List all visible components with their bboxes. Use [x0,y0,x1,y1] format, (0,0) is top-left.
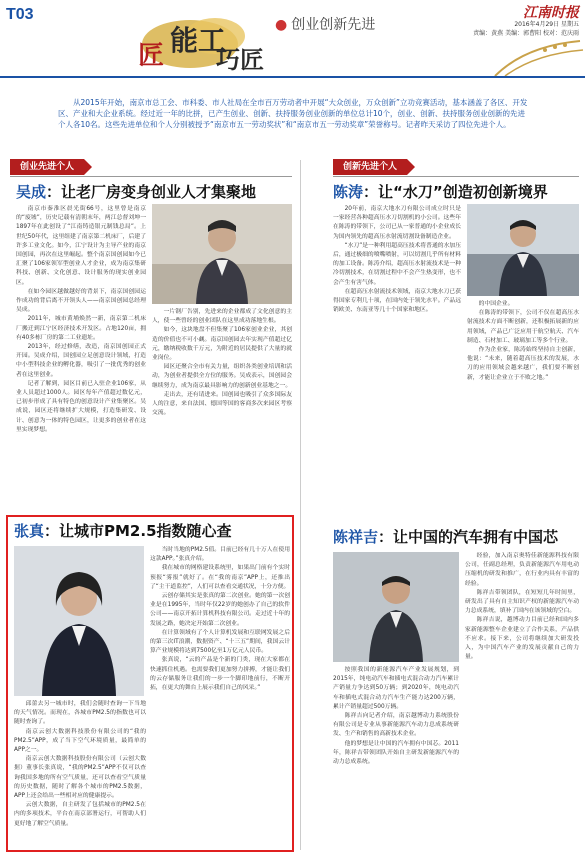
tab-rule-left [10,176,292,177]
page-header [0,0,585,78]
article-body-chen-xiangji-col1: 按照我国的新能源汽车产业发展规划，到2015年，纯电动汽车和插电式混合动力汽车累计产销量力争达到50万辆；到2020年，纯电动汽车和插电式混合动力汽车生产能力达200万辆，累计产销量超过500万辆。 陈祥吉向记者介绍，南京越博动力系统股份有限公司是专业从事新能源汽车动力总成系统研发、生产和销售的高新技术企业。 他的梦想是让中国的汽车拥有中国芯。2011年，陈祥吉带领团队开始自主研发新能源汽车的动力总成系统。 [333,667,459,766]
article-body-zhang-col2: 当时当地的PM2.5值。目前已经有几十万人在使用这款APP。”张真介绍。 我在城市的网格建设系统里，如果出门前有个实时预报“雾报”就好了。在“我的南京”APP上，还推出了“主干道监控”，人们可以查看交通状况，十分方便。 云创存储其实是张真的第二次创业。她的第一次创业是在1995年，当时年仅22岁的她创办了自己的软件公司——南京开拓计算机科技有限公司。走过近十年的发展之路，她决定开始第二次创业。 在计算领域有了个人计算机发展和互联网发展之后的第三次IT浪潮，数据资产、“十三五”期间，我国云计算产业规模将达到7500亿至1万亿元人民币。 张真说，“云的产品是个新的门类，现在大家都在快速抓住机遇。也需要我们更加努力拼搏，才能让我们的云存储服务让我们的一步一个脚印地前行，不断开拓，在更大的舞台上展示我们自己的风采。” [150,547,290,692]
header-rule [0,76,585,78]
newspaper-brand: 江南时报 [523,5,579,21]
article-heading-chen-tao: 陈涛：让“水刀”创造初创新境界 [333,183,548,201]
tab-entrepreneur: 创业先进个人 [10,159,84,175]
header-art-calligraphy [120,6,290,76]
article-body-wu-col1: 南京市秦淮区晨光街66号，这里曾是南京的“废墟”，历史记载有清朝末年，两江总督刘坤一1897年在此创设了“江南铸造银元制钱总局”。上世纪50年代，这里组建了南京第二机床厂，后建了许多工业文化。如今，江宁设计为主导产业的南京国创园，再次在这里崛起。整个南京国创园如今已汇聚了106家领军型创业人才企业，成为南京集研科技、创新、文化创意、设计服务的现实创业园区。 在如今园区越做越好的背景下，南京国创园运作成功的背后离不开领头人——南京国创园总经理吴成。 2011年，城市黄埔焕然一新，南京第二机床厂搬迁到江宁区经济技术开发区。占地120亩，拥有40多栋厂房的第二工业遗址。 2013年，经过修缮，改造，南京国创园正式开园。吴成介绍，国创园立足创意设计领域，打造中小型科技企业的孵化器，吸引了一批优秀的创业者在这里创业。 记者了解到，园区目前已入驻企业106家，从业人员超过1000人。园区每年产值超过数亿元，已初步形成了具有特色的创意设计产业集聚区。吴成说，园区还将继续扩大规模，打造集研发、设计、创意为一体的特色园区，让更多的创业者在这里实现梦想。 [16,206,146,433]
wheat-decoration-icon [485,36,585,76]
article-heading-chen-xiangji: 陈祥吉：让中国的汽车拥有中国芯 [333,528,559,546]
svg-text:巧匠: 巧匠 [216,45,264,74]
photo-wu-cheng [152,204,292,304]
svg-text:匠: 匠 [138,41,165,71]
page-number: T03 [6,6,34,23]
article-body-wu-col2: 一片钢厂告别，先进来的企业都成了文化创意的主人，使一些曾经的创业团队在这里成功落地生根。 如今，这块地盘不但集聚了106家创业企业，其创造的价值也不可小觑。南京国创园去年实现产值超过亿元，缴纳税收数千万元，为附近的居民提供了大量的就业岗位。 园区还聚合全市有关力量，组织各类创业培训和活动，为创业者提供全方位的服务。吴成表示，国创园会继续努力，成为南京最具影响力的创新创业基地之一。 走出去，还有请进来。国创园也吸引了众多国际友人的注意，来自法国、德国等国的客商多次来园区考察交流。 [152,309,292,417]
article-heading-wu: 吴成：让老厂房变身创业人才集聚地 [16,183,257,201]
article-body-chen-tao-col2: 的中国企业。 在陈涛的带领下，公司不仅在超高压水射流技术方面不断创新，还积极拓展新的应用领域，产品已广泛应用于航空航天、汽车制造、石材加工、玻璃加工等多个行业。 作为企业家，陈涛始终坚持自主创新，他说：“未来，随着超高压技术的发展，水刀的应用领域会越来越广，我们要不断创新，才能让企业立于不败之地。” [467,301,579,381]
tab-innovator: 创新先进个人 [333,159,407,175]
bullet-icon: ● [275,17,288,33]
photo-chen-tao [467,204,579,296]
photo-chen-xiangji [333,552,459,662]
article-heading-zhang: 张真：让城市PM2.5指数随心查 [14,522,232,540]
article-body-chen-tao-col1: 20年前，南京大地水刀有限公司成立时只是一家经营各种超高压水刀切割机的小公司。这些年在陈涛的带领下，公司已从一家普通的小企业成长为国内领先的超高压水射流切割设备制造企业。 “水刀”是一种利用超高压技术将普通的水加压后，通过极细的喷嘴喷射，可以切割几乎所有材料的加工设备。陈涛介绍，超高压水射流技术是一种冷切割技术，在切割过程中不会产生热变形，也不会产生有害气体。 在超高压水射流技术领域，南京大地水刀已获得国家专利几十项，在国内处于领先水平。产品远销欧美、东南亚等几十个国家和地区。 [333,206,461,314]
tab-rule-right [333,176,579,177]
article-body-chen-xiangji-col2: 经验，加入南京奥特佳新能源科技有限公司，任副总经理，负责新能源汽车用电动压缩机的研发和推广，在行业内具有丰富的经验。 陈祥吉带领团队，在短短几年时间里，研发出了具有自主知识产权的新能源汽车动力总成系统，填补了国内在该领域的空白。 陈祥吉说，越博动力目前已经和国内多家新能源整车企业建立了合作关系，产品供不应求。接下来，公司将继续加大研发投入，为中国汽车产业的发展贡献自己的力量。 [465,553,579,661]
article-body-zhang-col1: 邱蕾去另一城市时，我们会随时查询一下当地的天气情况。而现在，各城市PM2.5的指数也可以随时查询了。 南京云创大数据科技股份有限公司的“我的PM2.5”APP，成了当下空气环境质量，最简单的APP之一。 南京云创大数据科技股份有限公司（云创大数据）董事长张真说，“我的PM2.5”APP不仅可以查询我国多地的所有空气质量，还可以查看空气质量的历史数据，随时了解各个城市的PM2.5数据，APP上还会给出一些相对应的健康提示。 云创大数据，自主研发了包括城市的PM2.5在内的多项技术，平台在南京部署运行，可帮助人们更好地了解空气质量。 [14,701,146,827]
issue-meta: 2016年4月29日 星期五 责编：黄燕 美编：郭曹阳 校对：范庆雨 [473,21,579,37]
section-title: ● 创业创新先进 [275,17,376,33]
intro-paragraph: 从2015年开始，南京市总工会、市科委、市人社局在全市百万劳动者中开展“大众创业，万众创新”立功竞赛活动，基本涵盖了各区、开发区、产业和大企业系统。经过近一年的比拼，已产生创业、创新、扶持服务创业创新的单位总计10个，创业、创新、扶持服务创业创新的先进个人各10名。这些先进单位和个人分别被授予“南京市五一劳动奖状”和“南京市五一劳动奖章”荣誉称号。记者昨天采访了四位先进个人。 [58,98,528,129]
photo-zhang-zhen [14,546,144,696]
column-divider [300,160,301,850]
svg-text:能工: 能工 [170,24,227,57]
